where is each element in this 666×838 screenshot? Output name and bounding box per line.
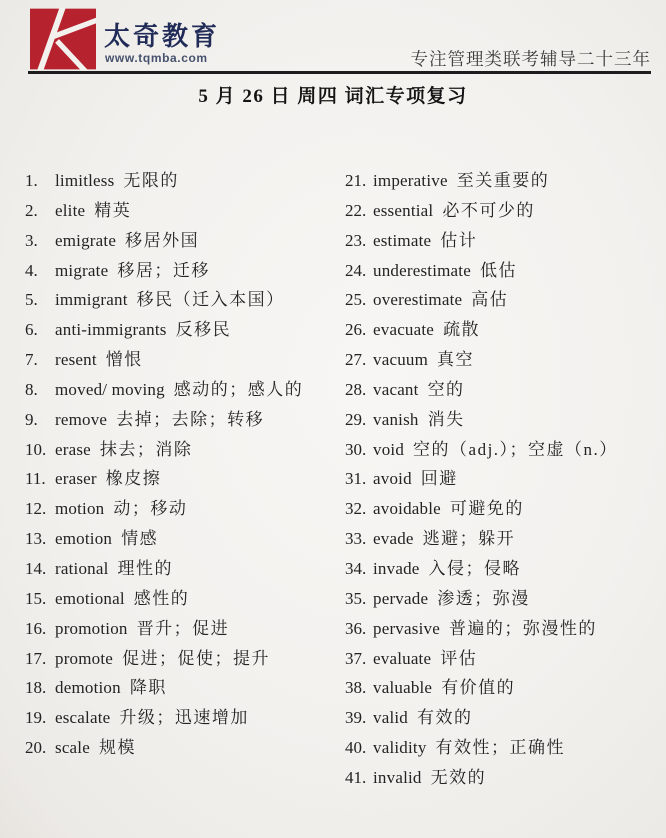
english-word: escalate xyxy=(55,708,111,728)
item-number: 36. xyxy=(345,618,367,638)
vocab-item xyxy=(25,196,343,226)
english-word: vanish xyxy=(373,409,419,429)
chinese-meaning: 低估 xyxy=(479,260,517,280)
vocab-item xyxy=(345,435,665,465)
chinese-meaning: 有效性；正确性 xyxy=(435,738,566,758)
english-word: evade xyxy=(373,529,414,549)
vocab-item xyxy=(345,315,665,345)
vocab-item xyxy=(345,405,665,435)
chinese-meaning: 可避免的 xyxy=(449,499,524,519)
item-number: 21. xyxy=(345,171,367,190)
chinese-meaning: 入侵；侵略 xyxy=(428,558,522,578)
item-number: 24. xyxy=(345,260,367,280)
english-word: rational xyxy=(55,558,109,578)
english-word: promotion xyxy=(55,618,128,638)
vocab-item xyxy=(25,405,343,435)
chinese-meaning: 至关重要的 xyxy=(456,171,550,190)
english-word: estimate xyxy=(373,230,432,250)
english-word: validity xyxy=(373,738,427,758)
english-word: erase xyxy=(55,439,91,459)
english-word: invade xyxy=(373,558,420,578)
item-number: 11. xyxy=(25,469,46,489)
english-word: imperative xyxy=(373,171,448,190)
header-slogan: 专注管理类联考辅导二十三年 xyxy=(410,49,651,69)
item-number: 37. xyxy=(345,648,367,668)
chinese-meaning: 必不可少的 xyxy=(442,200,535,220)
english-word: underestimate xyxy=(373,260,471,280)
item-number: 20. xyxy=(25,738,47,758)
english-word: scale xyxy=(55,738,90,758)
chinese-meaning: 规模 xyxy=(98,738,136,758)
vocab-item xyxy=(345,375,665,405)
english-word: evaluate xyxy=(373,648,432,668)
item-number: 26. xyxy=(345,320,367,340)
item-number: 8. xyxy=(25,379,38,399)
item-number: 22. xyxy=(345,200,367,220)
item-number: 32. xyxy=(345,499,367,519)
english-word: motion xyxy=(55,499,105,519)
page-title: 5 月 26 日 周四 词汇专项复习 xyxy=(198,86,468,107)
chinese-meaning: 估计 xyxy=(440,230,478,250)
chinese-meaning: 无效的 xyxy=(430,767,487,787)
item-number: 17. xyxy=(25,648,47,668)
english-word: immigrant xyxy=(55,290,128,310)
english-word: pervasive xyxy=(373,618,440,638)
chinese-meaning: 有价值的 xyxy=(441,678,516,698)
vocab-item xyxy=(25,315,343,345)
chinese-meaning: 精英 xyxy=(94,200,132,220)
vocab-item xyxy=(25,226,343,256)
chinese-meaning: 普遍的；弥漫性的 xyxy=(448,618,597,638)
vocab-item xyxy=(345,464,665,494)
english-word: eraser xyxy=(55,469,97,489)
chinese-meaning: 渗透；弥漫 xyxy=(437,588,530,608)
vocab-item xyxy=(25,256,343,286)
item-number: 35. xyxy=(345,588,367,608)
vocab-item xyxy=(25,584,343,614)
english-word: elite xyxy=(55,200,86,220)
chinese-meaning: 移居外国 xyxy=(125,230,200,250)
item-number: 29. xyxy=(345,409,367,429)
vocab-item xyxy=(345,166,665,196)
vocab-item xyxy=(25,644,343,674)
chinese-meaning: 回避 xyxy=(420,469,458,489)
brand-name: 太奇教育 xyxy=(104,21,221,51)
vocab-item xyxy=(25,166,343,196)
english-word: void xyxy=(373,439,405,459)
item-number: 27. xyxy=(345,350,367,370)
item-number: 4. xyxy=(25,260,38,280)
english-word: avoidable xyxy=(373,499,441,519)
chinese-meaning: 理性的 xyxy=(117,558,174,578)
vocab-item xyxy=(345,763,665,793)
chinese-meaning: 反移民 xyxy=(175,320,232,340)
vocab-item xyxy=(345,494,665,524)
item-number: 34. xyxy=(345,558,367,578)
chinese-meaning: 真空 xyxy=(437,350,475,370)
vocab-item xyxy=(25,673,343,703)
chinese-meaning: 抹去；消除 xyxy=(99,439,193,459)
english-word: vacuum xyxy=(373,350,429,370)
chinese-meaning: 逃避；躲开 xyxy=(422,529,516,549)
vocab-item xyxy=(25,733,343,763)
item-number: 12. xyxy=(25,499,47,519)
item-number: 6. xyxy=(25,320,38,340)
item-number: 16. xyxy=(25,618,47,638)
chinese-meaning: 情感 xyxy=(121,529,159,549)
chinese-meaning: 憎恨 xyxy=(105,350,143,370)
vocab-item xyxy=(345,226,665,256)
vocab-item xyxy=(345,285,665,315)
vocab-item xyxy=(25,285,343,315)
english-word: overestimate xyxy=(373,290,463,310)
chinese-meaning: 橡皮擦 xyxy=(105,469,162,489)
item-number: 3. xyxy=(25,230,38,250)
item-number: 18. xyxy=(25,678,47,698)
chinese-meaning: 感动的；感人的 xyxy=(173,379,304,399)
vocab-item xyxy=(345,524,665,554)
item-number: 14. xyxy=(25,558,47,578)
english-word: demotion xyxy=(55,678,121,698)
chinese-meaning: 疏散 xyxy=(443,320,481,340)
english-word: essential xyxy=(373,200,434,220)
english-word: valuable xyxy=(373,678,433,698)
english-word: evacuate xyxy=(373,320,435,340)
item-number: 13. xyxy=(25,529,47,549)
item-number: 38. xyxy=(345,678,367,698)
english-word: limitless xyxy=(55,171,115,190)
item-number: 19. xyxy=(25,708,47,728)
chinese-meaning: 晋升；促进 xyxy=(136,618,230,638)
vocab-column-left xyxy=(25,166,343,763)
english-word: migrate xyxy=(55,260,109,280)
english-word: remove xyxy=(55,409,108,429)
vocab-item xyxy=(25,464,343,494)
vocab-item xyxy=(345,733,665,763)
vocab-item xyxy=(345,584,665,614)
vocab-item xyxy=(25,435,343,465)
chinese-meaning: 有效的 xyxy=(417,708,473,728)
english-word: vacant xyxy=(373,379,419,399)
item-number: 33. xyxy=(345,529,367,549)
english-word: emigrate xyxy=(55,230,117,250)
english-word: avoid xyxy=(373,469,412,489)
chinese-meaning: 去掉；去除；转移 xyxy=(116,409,265,429)
item-number: 41. xyxy=(345,767,367,787)
chinese-meaning: 评估 xyxy=(440,648,478,668)
vocab-item xyxy=(25,375,343,405)
item-number: 9. xyxy=(25,409,38,429)
vocab-item xyxy=(345,554,665,584)
taiqi-logo-icon xyxy=(30,8,96,70)
vocab-item xyxy=(25,345,343,375)
english-word: invalid xyxy=(373,767,422,787)
vocab-item xyxy=(345,673,665,703)
chinese-meaning: 消失 xyxy=(427,409,465,429)
vocab-item xyxy=(345,644,665,674)
chinese-meaning: 感性的 xyxy=(133,588,190,608)
english-word: anti-immigrants xyxy=(55,320,167,340)
vocab-item xyxy=(345,345,665,375)
vocab-item xyxy=(345,614,665,644)
chinese-meaning: 空的（adj.）；空虚（n.） xyxy=(413,439,618,459)
english-word: promote xyxy=(55,648,114,668)
item-number: 31. xyxy=(345,469,367,489)
chinese-meaning: 无限的 xyxy=(123,171,179,190)
vocab-item xyxy=(25,524,343,554)
chinese-meaning: 高估 xyxy=(471,290,509,310)
header-divider xyxy=(28,71,651,74)
chinese-meaning: 促进；促使；提升 xyxy=(122,648,271,668)
item-number: 2. xyxy=(25,200,38,220)
vocab-item xyxy=(25,703,343,733)
chinese-meaning: 移民（迁入本国） xyxy=(136,290,285,310)
vocab-item xyxy=(345,703,665,733)
item-number: 5. xyxy=(25,290,38,310)
chinese-meaning: 动；移动 xyxy=(113,499,188,519)
vocab-item xyxy=(345,256,665,286)
chinese-meaning: 移居；迁移 xyxy=(117,260,210,280)
vocab-item xyxy=(345,196,665,226)
vocab-item xyxy=(25,494,343,524)
english-word: emotion xyxy=(55,529,113,549)
english-word: pervade xyxy=(373,588,429,608)
item-number: 15. xyxy=(25,588,47,608)
item-number: 25. xyxy=(345,290,367,310)
item-number: 28. xyxy=(345,379,367,399)
item-number: 30. xyxy=(345,439,367,459)
chinese-meaning: 空的 xyxy=(427,379,465,399)
vocab-item xyxy=(25,614,343,644)
chinese-meaning: 升级；迅速增加 xyxy=(119,708,249,728)
item-number: 39. xyxy=(345,708,367,728)
brand-website: www.tqmba.com xyxy=(105,51,208,65)
vocab-column-right xyxy=(345,166,665,793)
english-word: emotional xyxy=(55,588,125,608)
vocab-item xyxy=(25,554,343,584)
english-word: resent xyxy=(55,350,97,370)
item-number: 1. xyxy=(25,171,38,190)
english-word: valid xyxy=(373,708,408,728)
item-number: 23. xyxy=(345,230,367,250)
item-number: 40. xyxy=(345,738,367,758)
english-word: moved/ moving xyxy=(55,379,165,399)
chinese-meaning: 降职 xyxy=(129,678,167,698)
item-number: 7. xyxy=(25,350,38,370)
item-number: 10. xyxy=(25,439,47,459)
